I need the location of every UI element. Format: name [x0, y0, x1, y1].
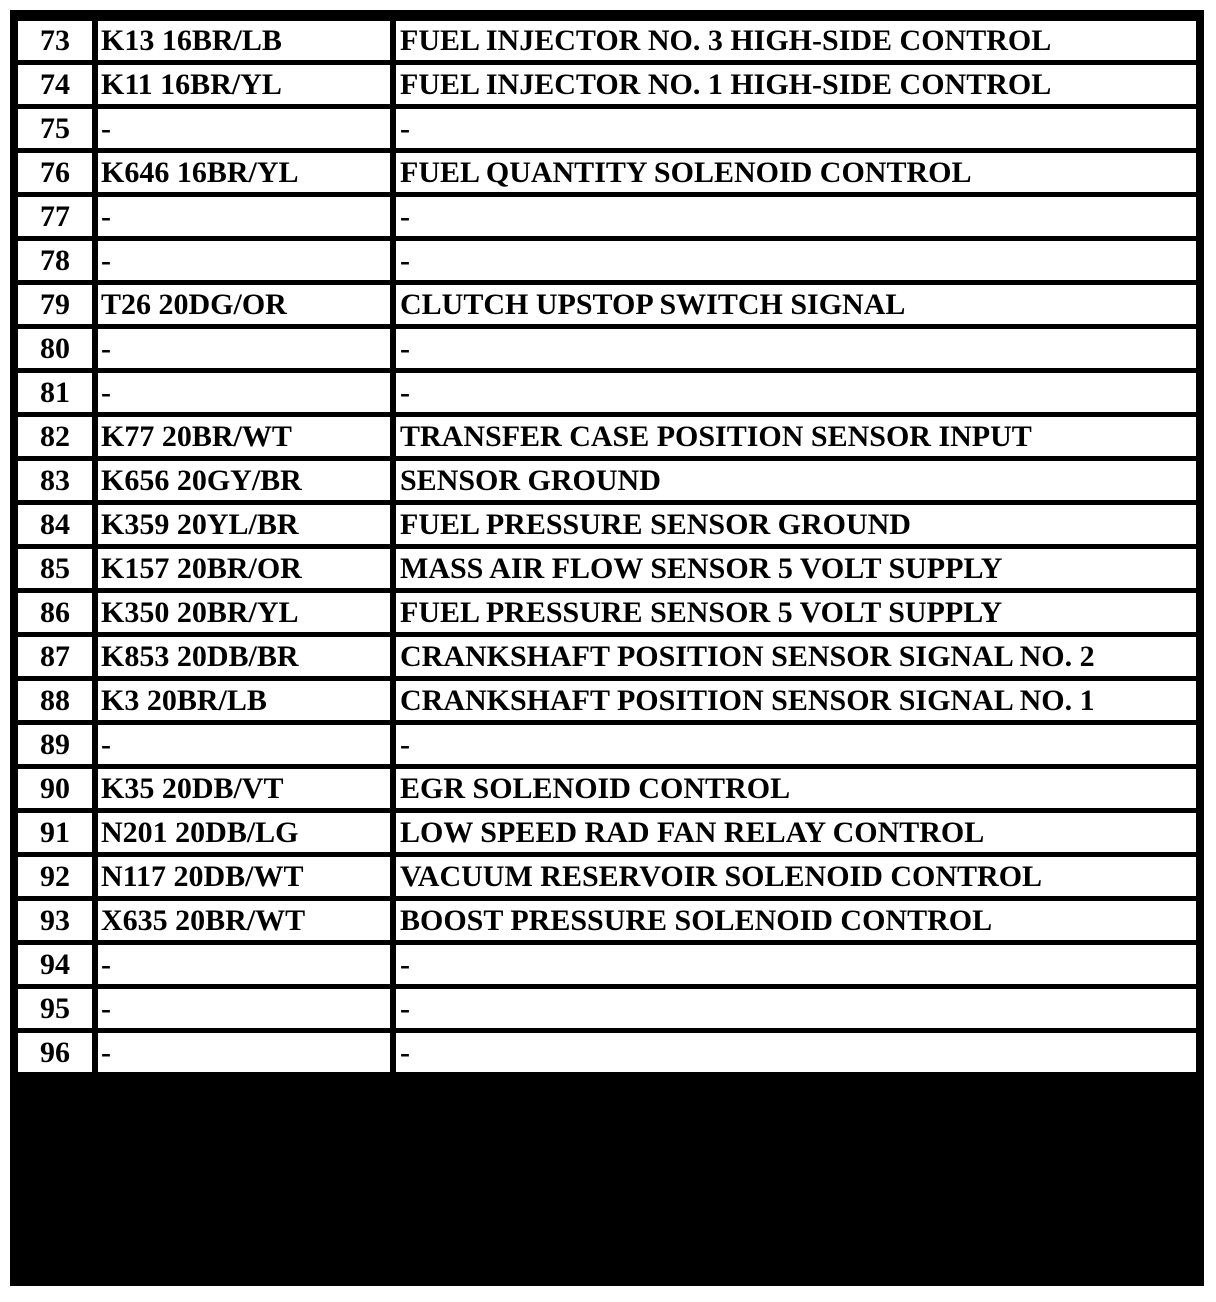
- table-row: [18, 461, 1196, 500]
- table-row: [18, 945, 1196, 984]
- table-row: [18, 637, 1196, 676]
- table-row: [18, 329, 1196, 368]
- pin-number-cell: 73: [18, 21, 98, 60]
- pin-number-cell: 94: [18, 945, 98, 984]
- pin-number-cell: 96: [18, 1033, 98, 1072]
- table-row: [18, 21, 1196, 60]
- pinout-table-body: [18, 21, 1196, 1072]
- wire-code-cell: K3 20BR/LB: [98, 681, 396, 720]
- table-row: [18, 417, 1196, 456]
- pin-number-cell: 89: [18, 725, 98, 764]
- function-description-cell: BOOST PRESSURE SOLENOID CONTROL: [396, 901, 1196, 940]
- function-description-cell: EGR SOLENOID CONTROL: [396, 769, 1196, 808]
- wire-code-cell: N201 20DB/LG: [98, 813, 396, 852]
- wire-code-cell: -: [98, 109, 396, 148]
- wire-code-cell: K646 16BR/YL: [98, 153, 396, 192]
- pinout-table: [18, 16, 1196, 1077]
- table-row: [18, 593, 1196, 632]
- table-row: [18, 197, 1196, 236]
- pin-number-cell: 80: [18, 329, 98, 368]
- pin-number-cell: 82: [18, 417, 98, 456]
- pin-number-cell: 93: [18, 901, 98, 940]
- wire-code-cell: -: [98, 329, 396, 368]
- wire-code-cell: K11 16BR/YL: [98, 65, 396, 104]
- wire-code-cell: K853 20DB/BR: [98, 637, 396, 676]
- function-description-cell: FUEL INJECTOR NO. 1 HIGH-SIDE CONTROL: [396, 65, 1196, 104]
- function-description-cell: FUEL PRESSURE SENSOR GROUND: [396, 505, 1196, 544]
- function-description-cell: LOW SPEED RAD FAN RELAY CONTROL: [396, 813, 1196, 852]
- function-description-cell: -: [396, 109, 1196, 148]
- function-description-cell: -: [396, 329, 1196, 368]
- wire-code-cell: X635 20BR/WT: [98, 901, 396, 940]
- pin-number-cell: 78: [18, 241, 98, 280]
- pin-number-cell: 84: [18, 505, 98, 544]
- function-description-cell: CLUTCH UPSTOP SWITCH SIGNAL: [396, 285, 1196, 324]
- wire-code-cell: K13 16BR/LB: [98, 21, 396, 60]
- table-row: [18, 1033, 1196, 1072]
- function-description-cell: FUEL PRESSURE SENSOR 5 VOLT SUPPLY: [396, 593, 1196, 632]
- function-description-cell: -: [396, 945, 1196, 984]
- table-row: [18, 813, 1196, 852]
- wire-code-cell: N117 20DB/WT: [98, 857, 396, 896]
- table-row: [18, 901, 1196, 940]
- wire-code-cell: K157 20BR/OR: [98, 549, 396, 588]
- pin-number-cell: 77: [18, 197, 98, 236]
- wire-code-cell: K350 20BR/YL: [98, 593, 396, 632]
- table-row: [18, 153, 1196, 192]
- wire-code-cell: -: [98, 1033, 396, 1072]
- function-description-cell: TRANSFER CASE POSITION SENSOR INPUT: [396, 417, 1196, 456]
- pin-number-cell: 75: [18, 109, 98, 148]
- function-description-cell: FUEL QUANTITY SOLENOID CONTROL: [396, 153, 1196, 192]
- pin-number-cell: 92: [18, 857, 98, 896]
- pin-number-cell: 74: [18, 65, 98, 104]
- table-row: [18, 725, 1196, 764]
- table-row: [18, 285, 1196, 324]
- wire-code-cell: -: [98, 989, 396, 1028]
- function-description-cell: -: [396, 989, 1196, 1028]
- pin-number-cell: 88: [18, 681, 98, 720]
- pin-number-cell: 81: [18, 373, 98, 412]
- wire-code-cell: K359 20YL/BR: [98, 505, 396, 544]
- pin-number-cell: 76: [18, 153, 98, 192]
- table-row: [18, 241, 1196, 280]
- function-description-cell: CRANKSHAFT POSITION SENSOR SIGNAL NO. 2: [396, 637, 1196, 676]
- table-row: [18, 373, 1196, 412]
- wire-code-cell: -: [98, 725, 396, 764]
- wire-code-cell: -: [98, 373, 396, 412]
- pinout-table-frame: [10, 10, 1204, 1286]
- wire-code-cell: -: [98, 241, 396, 280]
- table-row: [18, 65, 1196, 104]
- function-description-cell: -: [396, 197, 1196, 236]
- function-description-cell: -: [396, 1033, 1196, 1072]
- wire-code-cell: K656 20GY/BR: [98, 461, 396, 500]
- table-row: [18, 549, 1196, 588]
- wire-code-cell: -: [98, 197, 396, 236]
- pin-number-cell: 90: [18, 769, 98, 808]
- pin-number-cell: 86: [18, 593, 98, 632]
- wire-code-cell: T26 20DG/OR: [98, 285, 396, 324]
- wire-code-cell: K35 20DB/VT: [98, 769, 396, 808]
- function-description-cell: -: [396, 241, 1196, 280]
- function-description-cell: FUEL INJECTOR NO. 3 HIGH-SIDE CONTROL: [396, 21, 1196, 60]
- pin-number-cell: 95: [18, 989, 98, 1028]
- wire-code-cell: -: [98, 945, 396, 984]
- function-description-cell: CRANKSHAFT POSITION SENSOR SIGNAL NO. 1: [396, 681, 1196, 720]
- pin-number-cell: 83: [18, 461, 98, 500]
- wire-code-cell: K77 20BR/WT: [98, 417, 396, 456]
- function-description-cell: MASS AIR FLOW SENSOR 5 VOLT SUPPLY: [396, 549, 1196, 588]
- table-row: [18, 769, 1196, 808]
- function-description-cell: SENSOR GROUND: [396, 461, 1196, 500]
- table-row: [18, 505, 1196, 544]
- pin-number-cell: 85: [18, 549, 98, 588]
- pin-number-cell: 79: [18, 285, 98, 324]
- table-row: [18, 857, 1196, 896]
- function-description-cell: -: [396, 373, 1196, 412]
- table-row: [18, 109, 1196, 148]
- pin-number-cell: 87: [18, 637, 98, 676]
- pin-number-cell: 91: [18, 813, 98, 852]
- function-description-cell: VACUUM RESERVOIR SOLENOID CONTROL: [396, 857, 1196, 896]
- function-description-cell: -: [396, 725, 1196, 764]
- table-row: [18, 681, 1196, 720]
- table-row: [18, 989, 1196, 1028]
